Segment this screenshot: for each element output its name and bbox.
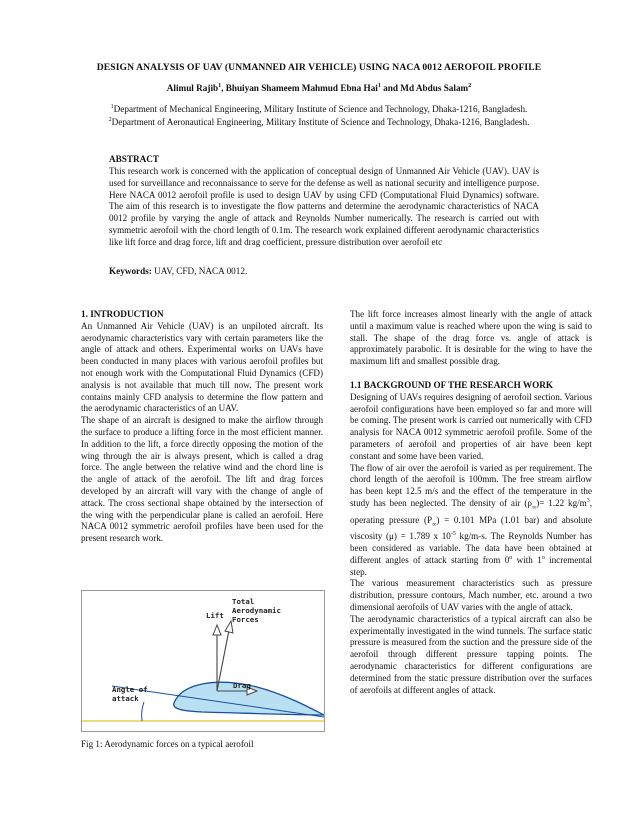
abstract-text: This research work is concerned with the application of conceptual design of Unmanned Air Vehicle (UAV). UAV is used for surveillance and reconnaissance to serve for the defense as well as national security and intelligence purpose. Here NACA 0012 aerofoil profile is used to design UAV by using CFD (Computational Fluid Dynamics) software. The aim of this research is to investigate the flow patterns and determine the aerodynamic characteristics of NACA 0012 profile by varying the angle of attack and Reynolds Number numerically. The research is carried out with symmetric aerofoil with the chord length of 0.1m. The research work explained different aerodynamic characteristics like lift force and drag force, lift and drag coefficient, pressure distribution over aerofoil etc xyxy=(109,166,539,247)
lift-drag-paragraph: The lift force increases almost linearly with the angle of attack until a maximum value is reached where upon the wing is said to stall. The shape of the drag force vs. angle of attack is approximately parabolic. It is desirable for the wing to have the maximum lift and smallest possible drag. xyxy=(350,309,592,367)
author-name: Md Abdus Salam xyxy=(400,83,469,93)
label-line: Aerodynamic xyxy=(232,606,281,615)
affil-sup: 1 xyxy=(110,103,114,110)
text-run: kg/m-s. The Reynolds Number has been considered as variable. The data have been obtained at different angles of attack starting from 0 xyxy=(350,531,592,565)
keywords-label: Keywords: xyxy=(109,266,152,276)
total-forces-label xyxy=(232,597,281,624)
background-paragraph-4: The aerodynamic characteristics of a typical aircraft can also be experimentally investigated in the wind tunnels. The surface static pressure is measured from the suction and the pressure side of the aerofoil through different pressure tapping points. The aerodynamic characteristics for different configurations are determined from the static pressure distribution over the surfaces of aerofoils at different angles of attack. xyxy=(350,613,592,695)
superscript: -5 xyxy=(450,531,456,538)
keywords-text: UAV, CFD, NACA 0012. xyxy=(151,266,248,276)
subscript: ∞ xyxy=(531,504,537,511)
lift-arrowhead xyxy=(213,625,221,635)
author-list xyxy=(0,83,638,93)
right-column xyxy=(350,309,592,696)
intro-paragraph-1: An Unmanned Air Vehicle (UAV) is an unpiloted aircraft. Its aerodynamic characteristics vary with certain parameters like the angle of attack and others. Experimental works on UAVs have been conducted in many places with various aerofoil profiles but not enough work with the Computational Fluid Dynamics (CFD) analysis is not available that much till now. The present work contains mainly CFD analysis to determine the flow pattern and the aerodynamic characteristics of an UAV. xyxy=(81,320,323,414)
affiliation-1 xyxy=(0,104,638,114)
subscript: ∞ xyxy=(432,521,437,528)
aerofoil-force-figure xyxy=(81,590,325,732)
aerofoil-diagram xyxy=(82,591,324,731)
text-run: The flow of air over the aerofoil is varied as per requirement. The chord length of the aerofoil is 100mm. The free stream airflow has been kept 12.5 m/s and the effect of the temperature in the study has been neglected. The density of air (ρ xyxy=(350,462,592,508)
author-affil-sup: 1 xyxy=(377,82,381,89)
section-heading-introduction: 1. INTRODUCTION xyxy=(81,309,164,319)
background-paragraph-1: Designing of UAVs requires designing of aerofoil section. Various aerofoil configurations have been employed so far and more will be coming. The present work is carried out numerically with CFD analysis for NACA 0012 symmetric aerofoil profile. Some of the parameters of aerofoil and properties of air have been kept constant and some have been varied. xyxy=(350,391,592,461)
superscript: o xyxy=(541,554,545,561)
background-paragraph-2 xyxy=(350,463,592,579)
author-separator: and xyxy=(380,83,401,93)
author-affil-sup: 1 xyxy=(218,82,222,89)
keywords xyxy=(109,266,247,276)
author-affil-sup: 2 xyxy=(468,82,472,89)
author-separator: , xyxy=(221,83,226,93)
section-heading-background: 1.1 BACKGROUND OF THE RESEARCH WORK xyxy=(350,379,553,390)
label-line: attack xyxy=(112,694,139,703)
affil-text: Department of Aeronautical Engineering, Military Institute of Science and Technology, Dhaka-1216, Bangladesh. xyxy=(111,117,530,127)
author-name: Alimul Rajib xyxy=(166,83,219,93)
label-line: Forces xyxy=(232,615,259,624)
background-paragraph-3: The various measurement characteristics such as pressure distribution, pressure contours, Mach number, etc. around a two dimensional aerofoils of UAV varies with the angle of attack. xyxy=(350,578,592,612)
superscript: 3 xyxy=(586,497,590,504)
intro-paragraph-2: The shape of an aircraft is designed to make the airflow through the surface to produce a lifting force in the most efficient manner. In addition to the lift, a force directly opposing the motion of the wing through the air is always present, which is called a drag force. The angle between the relative wind and the chord line is the angle of attack of the aerofoil. The lift and drag forces developed by an aircraft will vary with the change of angle of attack. The cross sectional shape obtained by the intersection of the wing with the perpendicular plane is called an aerofoil. Here NACA 0012 symmetric aerofoil profiles have been used for the present research work. xyxy=(81,415,323,544)
abstract-heading: ABSTRACT xyxy=(109,154,160,164)
lift-label: Lift xyxy=(206,611,224,620)
left-column xyxy=(81,309,323,545)
figure-caption: Fig 1: Aerodynamic forces on a typical aerofoil xyxy=(81,739,254,749)
author-name: Bhuiyan Shameem Mahmud Ebna Hai xyxy=(225,83,378,93)
affil-sup: 2 xyxy=(108,116,112,123)
text-run: )= 1.22 kg/m xyxy=(536,497,587,508)
affiliation-2 xyxy=(0,117,638,127)
superscript: o xyxy=(509,554,513,561)
label-line: Total xyxy=(232,597,255,606)
drag-label: Drag xyxy=(233,681,251,690)
label-line: Angle of xyxy=(112,685,148,694)
affil-text: Department of Mechanical Engineering, Military Institute of Science and Technology, Dhaka-1216, Bangladesh. xyxy=(113,104,528,114)
angle-of-attack-label xyxy=(112,685,148,703)
angle-of-attack-arc xyxy=(142,702,144,721)
text-run: incremental step. xyxy=(350,554,593,577)
paper-title: DESIGN ANALYSIS OF UAV (UNMANNED AIR VEHICLE) USING NACA 0012 AEROFOIL PROFILE xyxy=(96,62,542,73)
text-run: with 1 xyxy=(512,554,542,565)
text-run: , operating pressure (P xyxy=(350,497,592,525)
text-run: ) = 0.101 MPa (1.01 bar) and absolute viscosity (μ) = 1.789 x 10 xyxy=(350,514,592,542)
